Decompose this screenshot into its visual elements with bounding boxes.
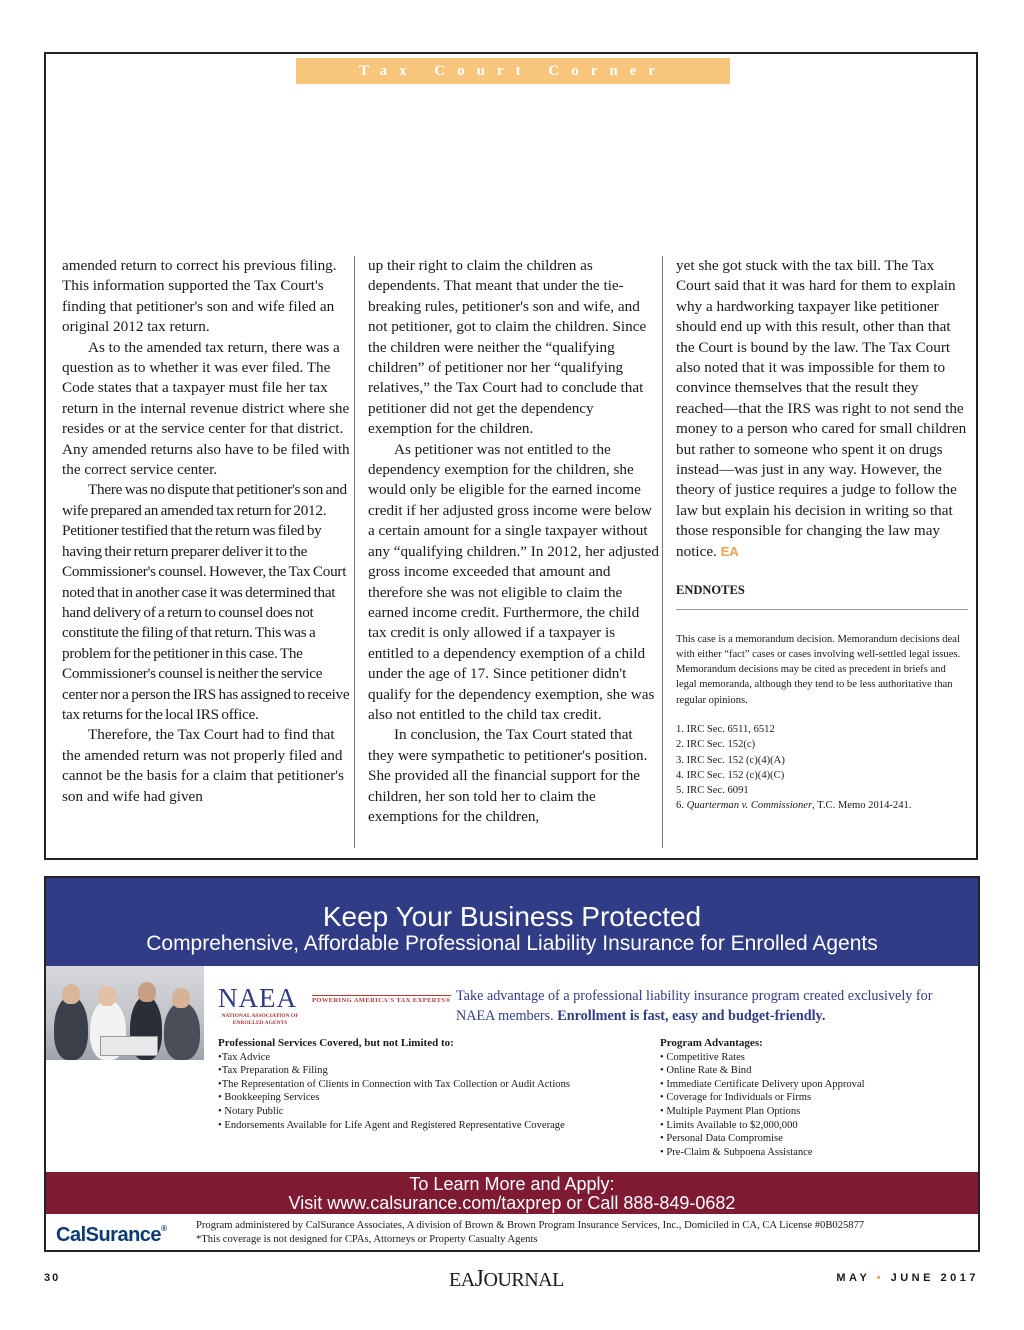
paragraph xyxy=(676,256,968,562)
endnote-item: 5. IRC Sec. 6091 xyxy=(676,785,749,797)
column-divider xyxy=(354,256,355,848)
list-item: • Bookkeeping Services xyxy=(218,1092,320,1104)
paragraph: As petitioner was not entitled to the dependency exemption for the children, she would only be eligible for the earned income credit if her adjusted gross income were below a certain amount for a single taxpayer without any “qualifying children.” In 2012, her adjusted gross income exceeded that amount and therefore she was not eligible to claim the earned income credit. Furthermore, the child tax credit is only allowed if a taxpayer is entitled to a dependency exemption of a child under the age of 17. Since petitioner didn't qualify for the dependency exemption, she was also not entitled to the child tax credit. xyxy=(368,440,660,723)
advantages-heading: Program Advantages: xyxy=(660,1037,763,1049)
person-figure xyxy=(172,988,190,1008)
person-figure xyxy=(138,982,156,1002)
paragraph: Therefore, the Tax Court had to find that the amended return was not properly filed and cannot be the basis for a claim that petitioner's son and wife had given xyxy=(62,726,344,805)
list-item: • Coverage for Individuals or Firms xyxy=(660,1092,812,1104)
services-heading: Professional Services Covered, but not Limited to: xyxy=(218,1037,454,1049)
person-figure xyxy=(62,984,80,1004)
end-mark: EA xyxy=(720,543,739,559)
calsurance-logo xyxy=(56,1224,166,1247)
naea-logo-text: NAEA xyxy=(218,983,297,1013)
list-item: • Pre-Claim & Subpoena Assistance xyxy=(660,1146,813,1158)
list-item: •Tax Advice xyxy=(218,1051,271,1063)
fine-print-line: Program administered by CalSurance Associates, A division of Brown & Brown Program Insurance Services, Inc., Domiciled in CA, CA License #0B025877 xyxy=(196,1220,865,1231)
insurance-advertisement xyxy=(44,876,980,1252)
section-banner: Tax Court Corner xyxy=(296,58,730,84)
issue-month: MAY xyxy=(836,1272,871,1284)
naea-logo xyxy=(218,983,451,1033)
cta-line: To Learn More and Apply: xyxy=(409,1174,615,1194)
ad-header xyxy=(46,878,978,966)
naea-subtext: NATIONAL ASSOCIATION OF ENROLLED AGENTS xyxy=(221,1013,299,1026)
page-number: 30 xyxy=(44,1272,61,1284)
list-item: • Limits Available to $2,000,000 xyxy=(660,1119,798,1131)
endnote-item xyxy=(676,798,968,813)
list-item: • Notary Public xyxy=(218,1105,284,1117)
registered-mark: ® xyxy=(161,1224,167,1233)
pitch-bold-text: Enrollment is fast, easy and budget-friendly. xyxy=(557,1008,826,1024)
paragraph: amended return to correct his previous filing. This information supported the Tax Court's finding that petitioner's son and wife filed an original 2012 tax return. xyxy=(62,257,337,336)
list-item: • Immediate Certificate Delivery upon Approval xyxy=(660,1078,865,1090)
endnote-item: 2. IRC Sec. 152(c) xyxy=(676,739,756,751)
ad-call-to-action xyxy=(46,1172,978,1214)
person-figure xyxy=(164,1002,200,1060)
case-name: Quarterman v. Commissioner xyxy=(686,800,813,812)
list-item: • Personal Data Compromise xyxy=(660,1133,783,1145)
article-box xyxy=(44,52,978,860)
office-team-photo xyxy=(46,966,204,1060)
person-figure xyxy=(98,986,116,1006)
endnote-number: 6. xyxy=(676,800,684,812)
column-divider xyxy=(662,256,663,848)
paragraph-text: yet she got stuck with the tax bill. The Tax Court said that it was hard for them to explain why a hardworking taxpayer like petitioner should end up with this result, other than that the Court is bound by the law. The Tax Court also noted that it was impossible for them to convince themselves that the result they reached—that the IRS was right to not send the money to a person who cared for small children but rather to someone who spent it on drugs instead—was just in any way. However, the theory of justice requires a judge to follow the law but explain his decision in writing so that those responsible for changing the law may notice. xyxy=(676,257,967,560)
issue-date-rest: JUNE 2017 xyxy=(890,1272,979,1284)
naea-tagline: POWERING AMERICA'S TAX EXPERTS® xyxy=(312,997,451,1004)
date-separator: • xyxy=(876,1272,885,1284)
paragraph: up their right to claim the children as dependents. That meant that under the tie-breaking rules, petitioner's son and wife, and not petitioner, got to claim the children. Since the children were neither the “qualifying children” of petitioner nor her “qualifying relatives,” the Tax Court had to conclude that petitioner did not get the dependency exemption for the children. xyxy=(368,257,647,438)
list-item: •Tax Preparation & Filing xyxy=(218,1065,328,1077)
endnote-item: 4. IRC Sec. 152 (c)(4)(C) xyxy=(676,769,785,781)
cta-link[interactable]: Visit www.calsurance.com/taxprep or Call 888-849-0682 xyxy=(288,1193,736,1213)
journal-logo-j: J xyxy=(474,1266,484,1292)
journal-logo xyxy=(449,1266,564,1293)
calsurance-logo-text: CalSurance xyxy=(56,1224,162,1246)
journal-logo-rest: OURNAL xyxy=(483,1269,564,1291)
list-item: • Endorsements Available for Life Agent and Registered Representative Coverage xyxy=(218,1119,565,1131)
paragraph: In conclusion, the Tax Court stated that they were sympathetic to petitioner's position. She provided all the financial support for the children, her son told her to claim the exemptions for the children, xyxy=(368,726,648,825)
issue-date xyxy=(836,1272,979,1284)
endnotes-list xyxy=(676,722,968,814)
article-column-3 xyxy=(676,256,968,814)
fine-print-line: *This coverage is not designed for CPAs, Attorneys or Property Casualty Agents xyxy=(196,1234,538,1245)
advantages-list xyxy=(660,1037,960,1159)
list-item: • Online Rate & Bind xyxy=(660,1065,752,1077)
journal-logo-ea: EA xyxy=(449,1269,475,1291)
laptop-shape xyxy=(100,1036,158,1056)
list-item: •The Representation of Clients in Connection with Tax Collection or Audit Actions xyxy=(218,1078,571,1090)
endnote-item: 3. IRC Sec. 152 (c)(4)(A) xyxy=(676,754,785,766)
ad-title: Keep Your Business Protected xyxy=(322,901,702,932)
list-item: • Multiple Payment Plan Options xyxy=(660,1105,801,1117)
ad-pitch xyxy=(456,986,956,1026)
person-figure xyxy=(54,996,88,1060)
case-cite: , T.C. Memo 2014-241. xyxy=(812,800,912,812)
article-column-2 xyxy=(368,256,660,827)
endnotes-heading: ENDNOTES xyxy=(676,580,968,609)
ad-fine-print xyxy=(196,1219,976,1247)
article-column-1 xyxy=(62,256,354,807)
endnote-item: 1. IRC Sec. 6511, 6512 xyxy=(676,723,775,735)
paragraph: There was no dispute that petitioner's son and wife prepared an amended tax return for 2012. Petitioner testified that the return was filed by having their return preparer deliver it to the Commissioner's counsel. However, the Tax Court noted that in another case it was determined that hand delivery of a return to counsel does not constitute the filing of that return. This was a problem for the petitioner in this case. The Commissioner's counsel is neither the service center nor a person the IRS has assigned to receive tax returns for the local IRS office. xyxy=(62,481,350,723)
endnotes-intro: This case is a memorandum decision. Memorandum decisions deal with either “fact” cases or cases involving well-settled legal issues. Memorandum decisions may be cited as precedent in briefs and legal memoranda, although they tend to be less authoritative than regular opinions. xyxy=(676,633,961,706)
paragraph: As to the amended tax return, there was a question as to whether it was ever filed. The Code states that a taxpayer must file her tax return in the internal revenue district where she resides or at the service center for that district. Any amended returns also have to be filed with the correct service center. xyxy=(62,338,350,479)
pitch-text: Take advantage of a professional liability insurance program created exclusively for NAEA members. xyxy=(456,988,933,1024)
list-item: • Competitive Rates xyxy=(660,1051,745,1063)
services-list xyxy=(218,1037,648,1132)
ad-subtitle: Comprehensive, Affordable Professional Liability Insurance for Enrolled Agents xyxy=(146,932,878,955)
